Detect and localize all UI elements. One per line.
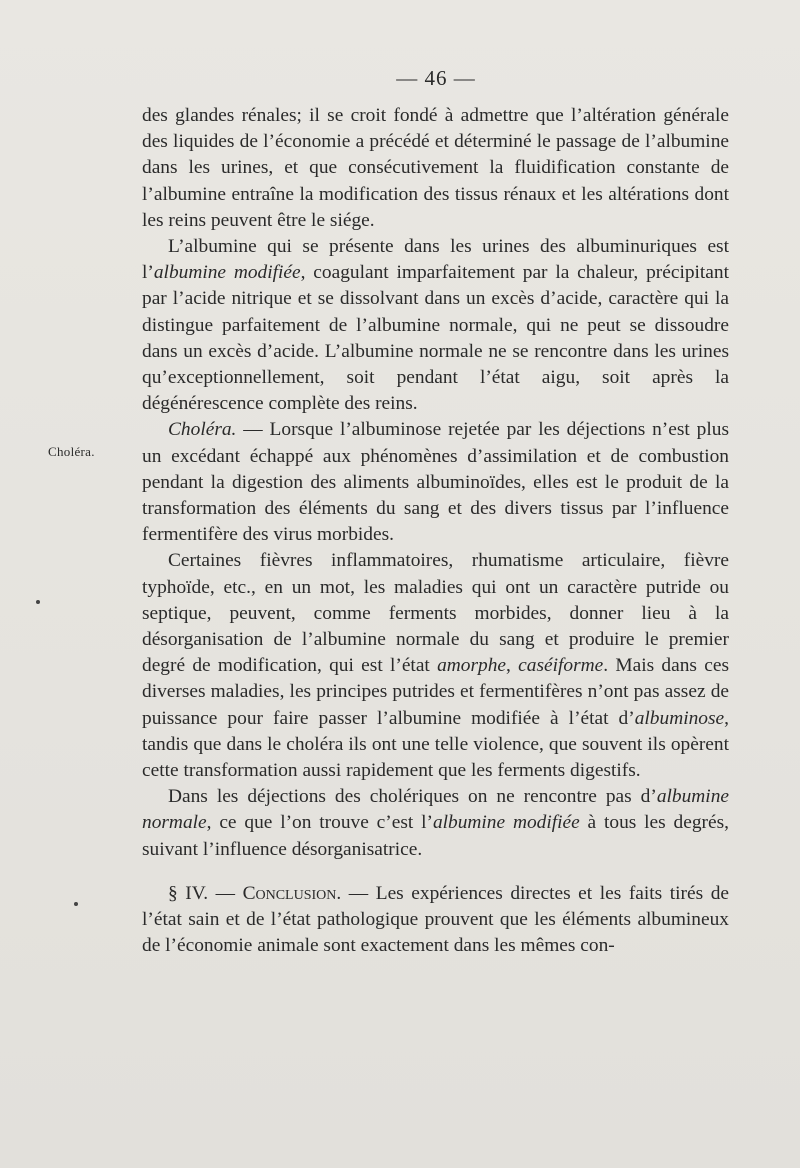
paragraph-4	[142, 548, 729, 784]
paragraph-3	[142, 417, 729, 548]
italic-term: amorphe	[437, 655, 507, 677]
section-heading-cholera: Choléra.	[168, 419, 237, 441]
italic-term: albumine modifiée	[432, 812, 580, 834]
page-number: — 46 —	[396, 66, 476, 90]
paragraph-2	[142, 234, 729, 417]
text-run: — Les expériences directes et les faits tirés de l’état sain et de l’état pathologique prouvent que les éléments albumineux de l’économie animale sont exactement dans les mêmes con-	[142, 882, 729, 957]
italic-term: albumine normale	[142, 786, 729, 834]
margin-speck	[36, 600, 40, 604]
paragraph-5	[142, 784, 729, 863]
margin-note: Choléra.	[48, 444, 95, 459]
body-text	[142, 103, 729, 960]
text-run: Dans les déjections des cholériques on ne rencontre pas d’	[168, 786, 657, 808]
text-run: , ce que l’on trouve c’est l’	[206, 812, 433, 834]
text-run: , tandis que dans le choléra ils ont une telle violence, que souvent ils opèrent cette transformation aussi rapidement que les ferments digestifs.	[142, 707, 729, 782]
text-run: L’albumine qui se présente dans les urines des albuminuriques est l’	[142, 236, 729, 284]
text-run: à tous les degrés, suivant l’influence désorganisatrice.	[142, 812, 729, 860]
section-number: § IV. —	[168, 882, 243, 904]
paragraph-6-conclusion	[142, 881, 729, 960]
section-heading-conclusion: Conclusion.	[242, 882, 342, 904]
text-run: , coagulant imparfaitement par la chaleur, précipitant par l’acide nitrique et se dissolvant dans un excès d’acide, caractère qui la distingue parfaitement de l’albumine normale, qui ne peut se dissoudre dans un excès d’acide. L’albumine normale ne se rencontre dans les urines qu’exceptionnellement, soit pendant l’état aigu, soit après la dégénérescence complète des reins.	[142, 262, 729, 415]
text-run: . Mais dans ces diverses maladies, les principes putrides et fermentifères n’ont pas assez de puissance pour faire passer l’albumine modifiée à l’état d’	[142, 655, 729, 729]
margin-speck	[74, 902, 78, 906]
italic-term: caséiforme	[518, 655, 604, 677]
italic-term: albuminose	[634, 707, 725, 729]
text-run: Certaines fièvres inflammatoires, rhumatisme articulaire, fièvre typhoïde, etc., en un mot, les maladies qui ont un caractère putride ou septique, peuvent, comme ferments morbides, donner lieu à la désorganisation de l’albumine normale du sang et produire le premier degré de modification, qui est l’état	[142, 550, 729, 677]
text-run: ,	[506, 655, 519, 677]
italic-term: albumine modifiée	[153, 262, 301, 284]
text-run: — Lorsque l’albuminose rejetée par les déjections n’est plus un excédant échappé aux phénomènes d’assimilation et de combustion pendant la digestion des aliments albuminoïdes, elles est le produit de la transformation des éléments du sang et des divers tissus par l’influence fermentifère des virus morbides.	[142, 419, 729, 546]
paragraph-1: des glandes rénales; il se croit fondé à admettre que l’altération générale des liquides de l’économie a précédé et déterminé le passage de l’albumine dans les urines, et que consécutivement la fluidification constante de l’albumine entraîne la modification des tissus rénaux et les altérations dont les reins peuvent être le siége.	[142, 105, 729, 231]
